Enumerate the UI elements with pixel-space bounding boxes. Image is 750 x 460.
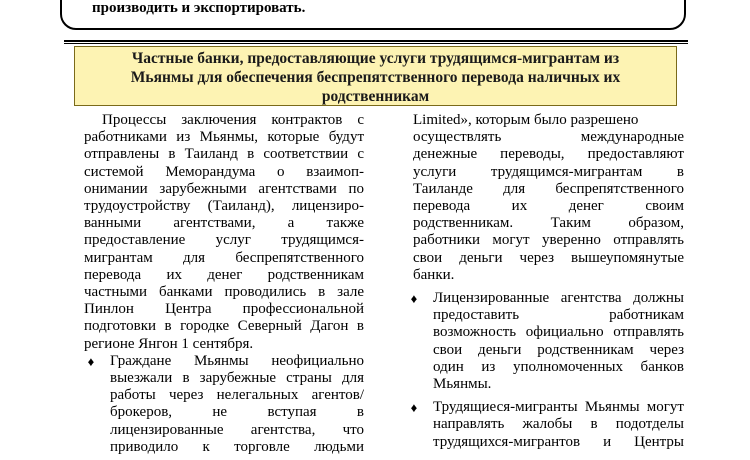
list-item [84,353,364,456]
left-column [84,112,364,456]
bullet-line: работы через нелегальных агентов/ [110,387,364,404]
diamond-bullet-icon: ♦ [410,291,418,307]
bullet-line: предоставить работникам [433,307,684,324]
paragraph-line: перевода их денег своим [413,198,684,215]
paragraph-line: отправлены в Таиланд в соответствии с [84,146,364,163]
bullet-line: один из уполномоченных банков [433,358,684,375]
section-divider-thick [64,40,688,42]
paragraph-line: Limited», которым было разрешено [413,112,639,128]
highlight-box-text: производить и экспортировать. [92,0,306,16]
bullet-line: выезжали в зарубежные страны для [110,370,364,387]
paragraph-line: системой Меморандума о взаимоп- [84,163,364,180]
list-item [407,290,684,393]
list-item [407,399,684,451]
bullet-line: свои деньги родственникам через [433,341,684,358]
bullet-line: Трудящиеся-мигранты Мьянмы могут [433,399,684,416]
diamond-bullet-icon: ♦ [410,400,418,416]
paragraph-line: подготовки в городке Северный Дагон в [84,318,364,335]
paragraph-line: банки. [413,266,455,283]
paragraph-line: осуществлять международные [413,129,684,146]
paragraph-line: Пинлон Центра профессиональной [84,301,364,318]
paragraph-line: трудоустройству (Таиланд), лицензиро- [84,198,364,215]
headline-line: родственникам [321,88,430,105]
bullet-line: лицензированные агентства, что [110,421,364,438]
paragraph-line: работниками из Мьянмы, которые будут [84,129,364,146]
headline-line: Частные банки, предоставляющие услуги трудящимся-мигрантам из [131,50,620,67]
article-headline [74,46,677,106]
bullet-line: брокеров, не вступая в [110,404,364,421]
bullet-line: Лицензированные агентства должны [433,290,684,307]
paragraph-line: перевода их денег родственникам [84,266,364,283]
bullet-line: возможность официально отправлять [433,324,684,341]
paragraph-line: предоставление услуг трудящимся- [84,232,364,249]
bullet-line: трудящихся-мигрантов и Центры [433,433,684,450]
paragraph-line: денежные переводы, предоставляют [413,146,684,163]
paragraph-line: услуги трудящимся-мигрантам в [413,163,684,180]
continuation-paragraph [407,112,684,284]
paragraph-line: онимании зарубежными агентствами по [84,180,364,197]
bullet-line: Мьянмы. [433,376,492,393]
bullet-line: Граждане Мьянмы неофициально [110,352,364,369]
paragraph-line: частными банками проводились в зале [84,284,364,301]
paragraph-line: регионе Янгон 1 сентября. [84,335,254,352]
paragraph-line: ванными агентствами, а также [84,215,364,232]
paragraph-line: Таиланде для беспрепятственного [413,180,684,197]
intro-paragraph [84,112,364,353]
paragraph-line: родственникам. Таким образом, [413,215,684,232]
paragraph-line: свои деньги через вышеупомянутые [413,249,684,266]
section-divider-thin [64,43,688,44]
headline-line: Мьянмы для обеспечения беспрепятственного перевода наличных их [130,69,621,86]
bullet-line: направлять жалобы в подотделы [433,416,684,433]
paragraph-line: работники могут уверенно отправлять [413,232,684,249]
paragraph-line: Процессы заключения контрактов с [102,112,364,128]
bullet-line: приводило к торговле людьми [110,438,364,455]
paragraph-line: мигрантам для беспрепятственного [84,249,364,266]
diamond-bullet-icon: ♦ [87,353,95,369]
right-column [407,112,684,451]
